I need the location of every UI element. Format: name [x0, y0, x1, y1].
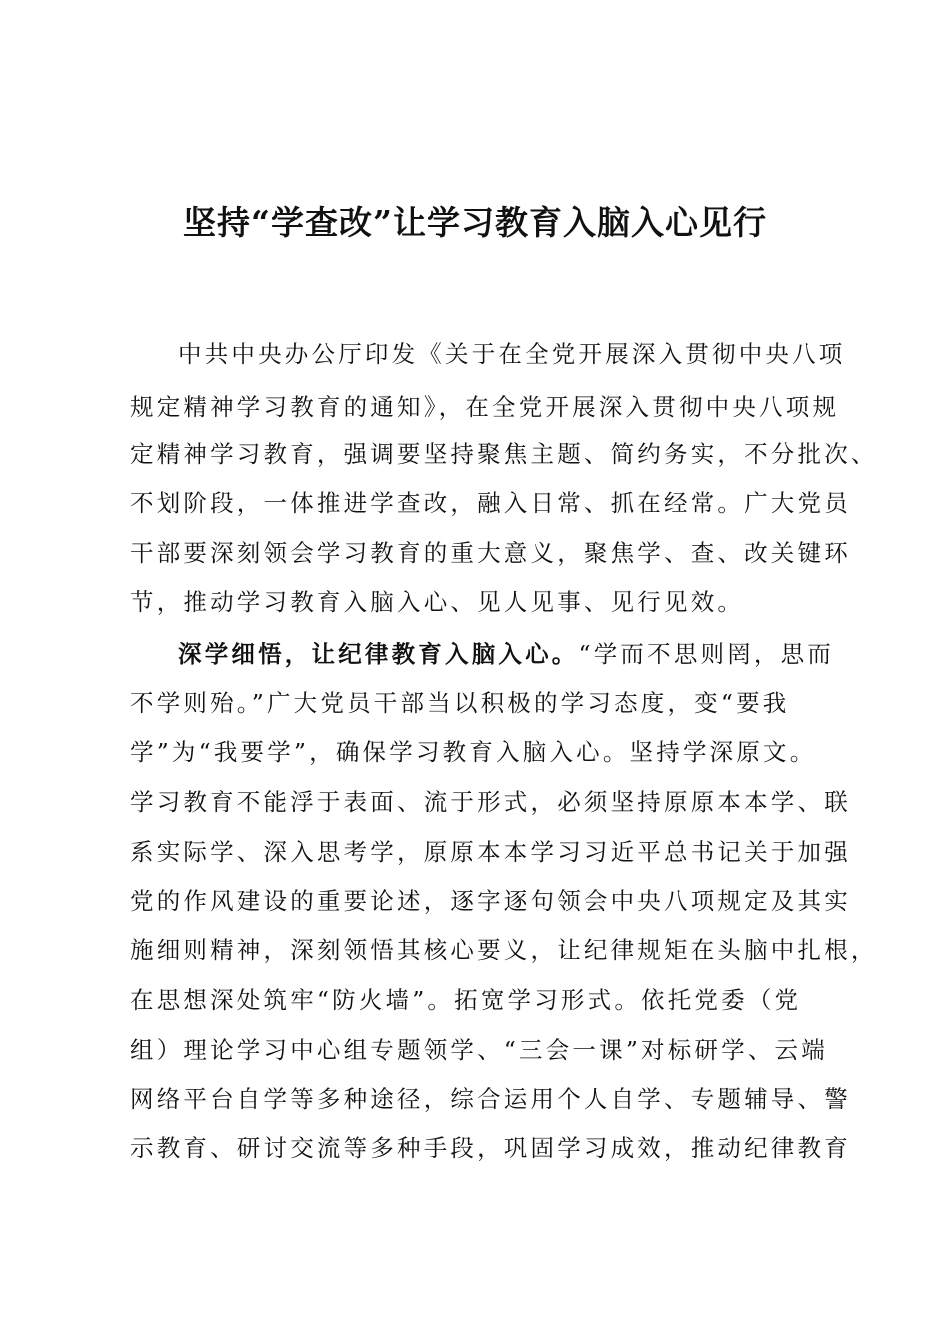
paragraph-2-line-6: 党的作风建设的重要论述，逐字逐句领会中央八项规定及其实 [130, 887, 851, 915]
paragraph-1-line-3: 定精神学习教育，强调要坚持聚焦主题、简约务实，不分批次、 [130, 440, 878, 468]
paragraph-2-line-7: 施细则精神，深刻领悟其核心要义，让纪律规矩在头脑中扎根， [130, 936, 878, 964]
paragraph-2-line-11: 示教育、研讨交流等多种手段，巩固学习成效，推动纪律教育 [130, 1134, 851, 1162]
paragraph-1-line-1: 中共中央办公厅印发《关于在全党开展深入贯彻中央八项 [178, 340, 846, 368]
document-title: 坚持“学查改”让学习教育入脑入心见行 [183, 203, 767, 242]
paragraph-1-line-4: 不划阶段，一体推进学查改，融入日常、抓在经常。广大党员 [130, 489, 851, 517]
paragraph-2-line-3: 学”为“我要学”，确保学习教育入脑入心。坚持学深原文。 [130, 738, 817, 766]
paragraph-1-line-6: 节，推动学习教育入脑入心、见人见事、见行见效。 [130, 588, 745, 616]
paragraph-2-line-5: 系实际学、深入思考学，原原本本学习习近平总书记关于加强 [130, 838, 851, 866]
paragraph-2-line-9: 组）理论学习中心组专题领学、“三会一课”对标研学、云端 [130, 1036, 828, 1064]
paragraph-2-line-2: 不学则殆。”广大党员干部当以积极的学习态度，变“要我 [130, 689, 790, 717]
paragraph-2-first-line-rest: “学而不思则罔，思而 [578, 640, 835, 668]
paragraph-1-line-2: 规定精神学习教育的通知》，在全党开展深入贯彻中央八项规 [130, 393, 840, 421]
paragraph-2-line-8: 在思想深处筑牢“防火墙”。拓宽学习形式。依托党委（党 [130, 986, 802, 1014]
paragraph-2-line-10: 网络平台自学等多种途径，综合运用个人自学、专题辅导、警 [130, 1085, 851, 1113]
paragraph-1-line-5: 干部要深刻领会学习教育的重大意义，聚焦学、查、改关键环 [130, 539, 851, 567]
paragraph-2-line-4: 学习教育不能浮于表面、流于形式，必须坚持原原本本学、联 [130, 788, 851, 816]
paragraph-2-heading: 深学细悟，让纪律教育入脑入心。 [178, 640, 579, 668]
paragraph-2-line-1 [178, 630, 834, 679]
